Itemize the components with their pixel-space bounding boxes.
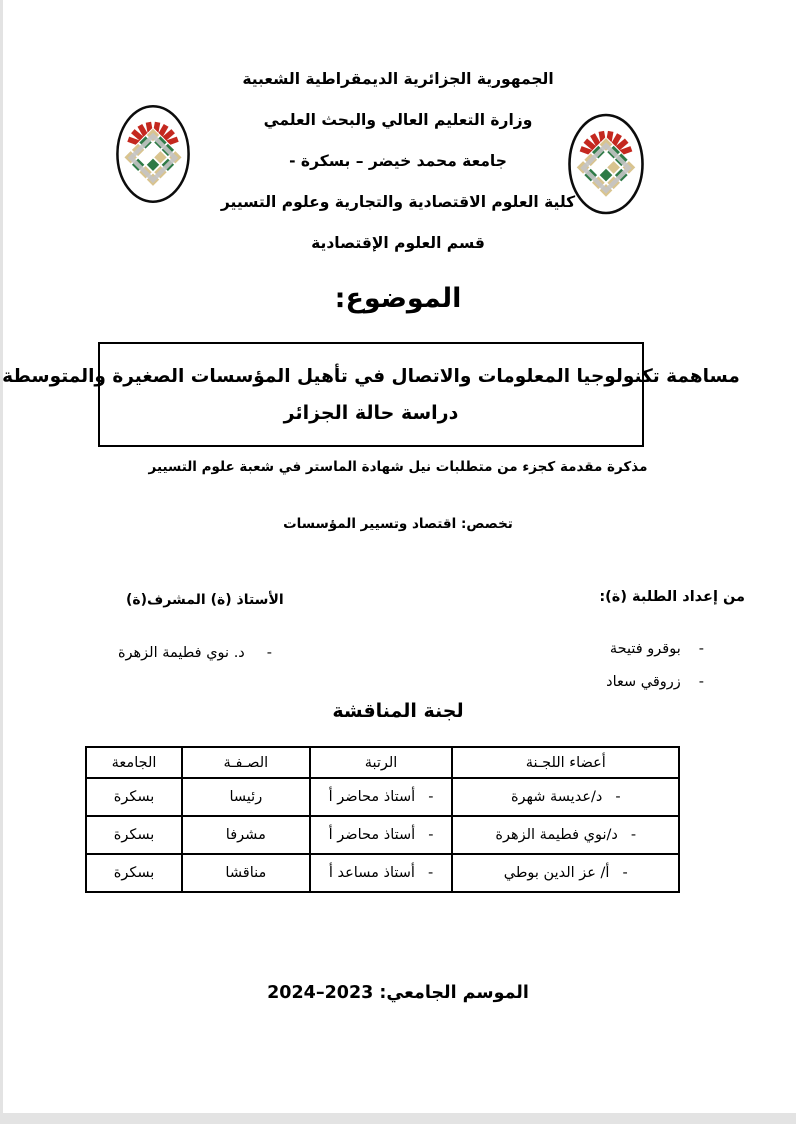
- header-line-department: قسم العلوم الإقتصادية: [311, 233, 485, 252]
- dash-marker: -: [428, 789, 434, 805]
- degree-requirement-note: مذكرة مقدمة كجزء من متطلبات نيل شهادة الماستر في شعبة علوم التسيير: [148, 459, 648, 475]
- role-cell: مناقشا: [182, 854, 309, 892]
- dash-marker: -: [698, 674, 704, 690]
- dash-marker: -: [622, 865, 628, 881]
- header-line-faculty: كلية العلوم الاقتصادية والتجارية وعلوم التسيير: [220, 192, 576, 211]
- thesis-title-line-2: دراسة حالة الجزائر: [283, 401, 459, 424]
- role-cell: رئيسا: [182, 778, 309, 816]
- table-header-row: [86, 747, 679, 778]
- page-edge-bottom: [0, 1113, 796, 1124]
- header-line-ministry: وزارة التعليم العالي والبحث العلمي: [263, 110, 533, 129]
- header-members: أعضاء اللجـنة: [452, 747, 679, 778]
- rank-cell: [311, 827, 452, 843]
- rank-cell: [311, 789, 452, 805]
- dash-marker: -: [266, 645, 272, 661]
- university-logo-icon: [566, 112, 646, 220]
- dash-marker: -: [630, 827, 637, 843]
- specialty-line: تخصص: اقتصاد وتسيير المؤسسات: [283, 516, 513, 532]
- table-row: [86, 778, 679, 816]
- student-name: بوقرو فتيحة: [609, 641, 681, 657]
- university-cell: بسكرة: [86, 816, 182, 854]
- member-name: أ/ عز الدين بوطي: [503, 865, 610, 881]
- student-name-item: [610, 641, 704, 657]
- member-name: د/نوي فطيمة الزهرة: [495, 827, 618, 843]
- rank-text: أستاذ مساعد أ: [328, 865, 415, 881]
- member-cell: [453, 789, 678, 805]
- university-cell: بسكرة: [86, 778, 182, 816]
- university-logo-icon: [114, 103, 192, 209]
- header-line-republic: الجمهورية الجزائرية الديمقراطية الشعبية: [242, 69, 554, 88]
- dash-marker: -: [615, 789, 621, 805]
- student-name-item: [606, 674, 704, 690]
- member-cell: [453, 865, 678, 881]
- supervisor-name-item: [118, 645, 272, 661]
- committee-title: لجنة المناقشة: [332, 700, 464, 722]
- rank-cell: [311, 865, 452, 881]
- student-name: زروقي سعاد: [606, 674, 681, 690]
- role-cell: مشرفا: [182, 816, 309, 854]
- member-name: د/عديسة شهرة: [510, 789, 603, 805]
- university-cell: بسكرة: [86, 854, 182, 892]
- dash-marker: -: [427, 865, 434, 881]
- thesis-title-box: [2, 342, 740, 447]
- dash-marker: -: [428, 827, 434, 843]
- header-university: الجامعة: [86, 747, 182, 778]
- header-line-university: جامعة محمد خيضر – بسكرة -: [289, 151, 507, 170]
- committee-table: [85, 746, 680, 893]
- header-role: الصـفـة: [182, 747, 309, 778]
- supervisor-name: د. نوي فطيمة الزهرة: [117, 645, 245, 661]
- header-rank: الرتبة: [310, 747, 453, 778]
- subject-heading: الموضوع:: [334, 283, 462, 314]
- table-row: [86, 816, 679, 854]
- dash-marker: -: [698, 641, 704, 657]
- rank-text: أستاذ محاضر أ: [328, 789, 416, 805]
- academic-year: الموسم الجامعي: 2023–2024: [267, 983, 529, 1003]
- table-row: [86, 854, 679, 892]
- students-section-label: من إعداد الطلبة (ة):: [599, 589, 745, 605]
- supervisor-section-label: الأستاذ (ة) المشرف(ة): [126, 592, 284, 608]
- member-cell: [453, 827, 678, 843]
- thesis-title-line-1: مساهمة تكنولوجيا المعلومات والاتصال في تأهيل المؤسسات الصغيرة والمتوسطة: [2, 365, 740, 387]
- rank-text: أستاذ محاضر أ: [328, 827, 416, 843]
